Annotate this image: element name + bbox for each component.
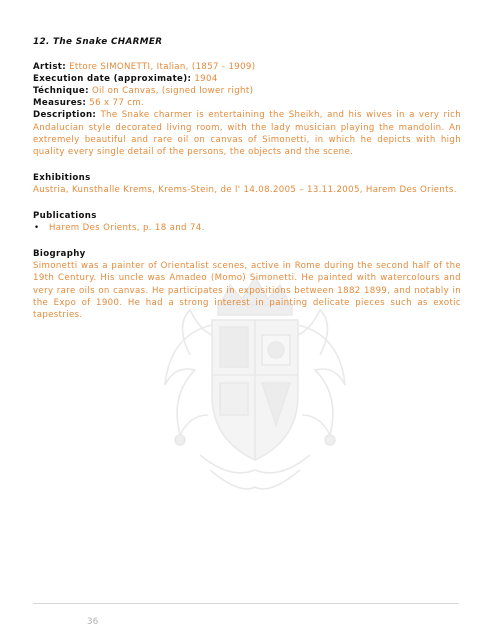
- publications-heading: Publications: [33, 211, 97, 222]
- publications-list: [33, 222, 461, 234]
- description-row: [33, 109, 461, 157]
- date-value: 1904: [191, 74, 218, 85]
- technique-label: Téchnique:: [33, 86, 89, 97]
- biography-heading: Biography: [33, 249, 86, 260]
- measures-row: [33, 97, 461, 109]
- exhibitions-text: Austria, Kunsthalle Krems, Krems-Stein, de l' 14.08.2005 – 13.11.2005, Harem Des Orients.: [33, 184, 457, 195]
- bullet-icon: •: [34, 223, 40, 234]
- artist-label: Artist:: [33, 62, 67, 73]
- technique-row: [33, 85, 461, 97]
- description-label: Description:: [33, 110, 97, 121]
- measures-label: Measures:: [33, 98, 87, 109]
- footer-divider: [33, 603, 459, 604]
- description-value: The Snake charmer is entertaining the Sheikh, and his wives in a very rich Andalucian style decorated living room, with the lady musician playing the mandolin. An extremely beautiful and rare oil on canvas of Simonetti, in which he depicts with high quality every single detail of the persons, the objects and the scene.: [33, 110, 461, 157]
- list-item: [33, 222, 461, 234]
- date-label: Execution date (approximate):: [33, 74, 192, 85]
- date-row: [33, 73, 461, 85]
- artist-value: Ettore SIMONETTI, Italian, (1857 - 1909): [66, 62, 256, 73]
- artist-row: [33, 61, 461, 73]
- biography-text: Simonetti was a painter of Orientalist scenes, active in Rome during the second half of the 19th Century. His uncle was Amadeo (Momo) Simonetti. He painted with watercolours and very rare oils on canvas. He participates in expositions between 1882 1899, and notably in the Expo of 1900. He had a strong interest in painting delicate pieces such as exotic tapestries.: [33, 261, 461, 320]
- artwork-entry: [33, 36, 461, 321]
- publication-text: Harem Des Orients, p. 18 and 74.: [49, 223, 205, 234]
- technique-value: Oil on Canvas, (signed lower right): [88, 86, 254, 97]
- exhibitions-heading: Exhibitions: [33, 172, 91, 183]
- artwork-title: 12. The Snake CHARMER: [33, 37, 163, 47]
- measures-value: 56 x 77 cm.: [86, 98, 145, 109]
- page-number: 36: [87, 617, 99, 627]
